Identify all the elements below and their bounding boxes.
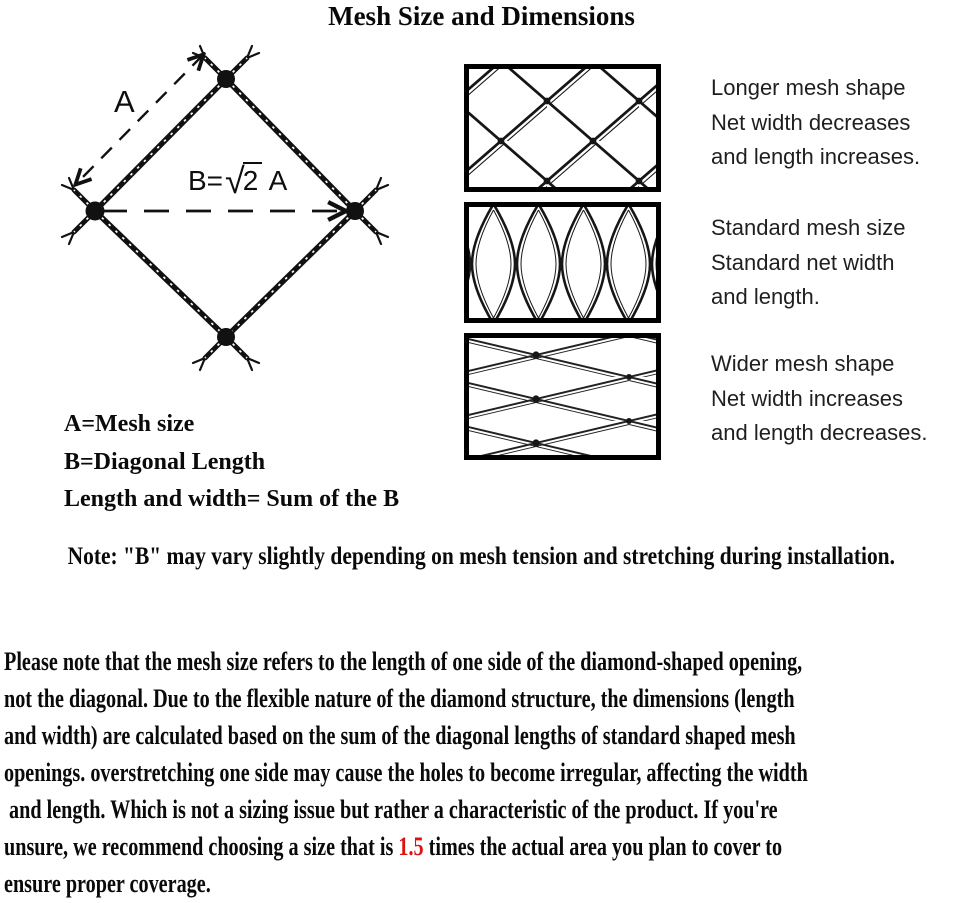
net-swatch-wider xyxy=(464,333,661,460)
formula-a-term: A xyxy=(262,165,288,196)
caption-line: Standard mesh size xyxy=(711,215,906,240)
caption-longer-mesh xyxy=(711,71,961,175)
paragraph-line: and width) are calculated based on the sum of the diagonal lengths of standard shaped mesh xyxy=(4,721,796,750)
caption-standard-mesh xyxy=(711,211,961,315)
paragraph-line: not the diagonal. Due to the flexible nature of the diamond structure, the dimensions (length xyxy=(4,684,795,713)
paragraph-line: Please note that the mesh size refers to the length of one side of the diamond-shaped opening, xyxy=(4,647,803,676)
caption-line: Net width decreases xyxy=(711,109,911,135)
definition-line-b: B=Diagonal Length xyxy=(64,448,266,475)
definition-line-sum: Length and width= Sum of the B xyxy=(64,486,400,512)
diamond-mesh-svg xyxy=(40,40,420,390)
highlight-pre-text: unsure, we recommend choosing a size that is xyxy=(4,832,399,861)
paragraph-line: ensure proper coverage. xyxy=(4,869,211,898)
page-title: Mesh Size and Dimensions xyxy=(328,1,635,31)
caption-line: Longer mesh shape xyxy=(711,75,906,100)
net-swatch-standard xyxy=(464,202,661,323)
caption-line: Standard net width xyxy=(711,249,895,275)
sqrt-sign: √ xyxy=(225,160,245,201)
note-line: Note: "B" may vary slightly depending on mesh tension and stretching during installation. xyxy=(67,543,895,570)
caption-line: and length. xyxy=(711,284,820,309)
paragraph-line-highlight xyxy=(4,828,963,865)
caption-line: Net width increases xyxy=(711,385,903,411)
red-multiplier: 1.5 xyxy=(398,832,424,861)
paragraph-line: openings. overstretching one side may cause the holes to become irregular, affecting the width xyxy=(4,758,808,787)
definition-line-a: A=Mesh size xyxy=(64,411,195,437)
net-pattern-standard-svg xyxy=(469,207,656,318)
caption-wider-mesh xyxy=(711,347,961,451)
mesh-side-label: A xyxy=(114,84,135,119)
net-swatch-longer xyxy=(464,64,661,192)
description-paragraph xyxy=(4,643,963,902)
mesh-diamond-diagram xyxy=(40,40,420,390)
caption-line: and length increases. xyxy=(711,144,921,169)
formula-b-equals: B= xyxy=(188,165,224,196)
caption-line: and length decreases. xyxy=(711,420,928,445)
highlight-post-text: times the actual area you plan to cover to xyxy=(423,832,783,861)
diagonal-formula-label xyxy=(188,160,288,201)
tail-forks xyxy=(62,46,388,370)
definitions-block xyxy=(64,406,399,519)
caption-line: Wider mesh shape xyxy=(711,351,895,376)
paragraph-line: and length. Which is not a sizing issue but rather a characteristic of the product. If you're xyxy=(4,795,778,824)
net-pattern-longer-svg xyxy=(469,69,656,187)
sqrt-radicand: 2 xyxy=(243,162,263,196)
net-pattern-wider-svg xyxy=(469,338,656,455)
